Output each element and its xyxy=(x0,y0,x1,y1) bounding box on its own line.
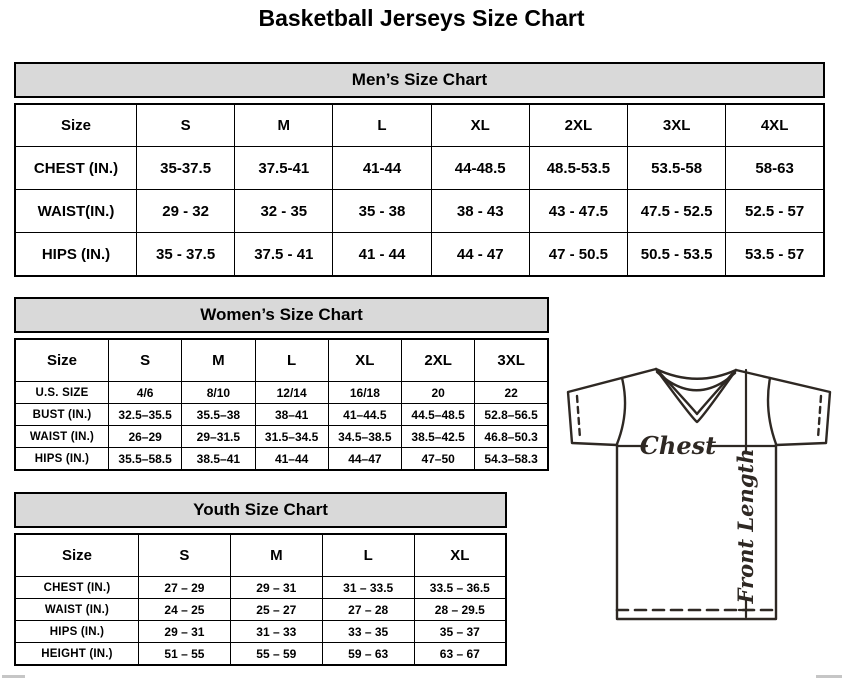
size-value-cell: 41–44 xyxy=(255,448,328,471)
row-label: HEIGHT (IN.) xyxy=(15,643,139,666)
size-value-cell: 24 – 25 xyxy=(139,599,231,621)
size-header-m: M xyxy=(230,534,322,577)
size-value-cell: 50.5 - 53.5 xyxy=(628,233,726,277)
row-label: CHEST (IN.) xyxy=(15,577,139,599)
size-value-cell: 41-44 xyxy=(333,147,431,190)
size-value-cell: 34.5–38.5 xyxy=(328,426,401,448)
row-label: CHEST (IN.) xyxy=(15,147,137,190)
size-header-xl: XL xyxy=(431,104,529,147)
size-value-cell: 31 – 33 xyxy=(230,621,322,643)
row-label: BUST (IN.) xyxy=(15,404,109,426)
row-label: HIPS (IN.) xyxy=(15,621,139,643)
size-value-cell: 27 – 29 xyxy=(139,577,231,599)
table-row xyxy=(15,577,506,599)
size-column-header: Size xyxy=(15,534,139,577)
table-row xyxy=(15,448,548,471)
size-value-cell: 4/6 xyxy=(109,382,182,404)
size-value-cell: 26–29 xyxy=(109,426,182,448)
size-value-cell: 41 - 44 xyxy=(333,233,431,277)
size-header-s: S xyxy=(137,104,235,147)
size-value-cell: 63 – 67 xyxy=(414,643,506,666)
size-header-s: S xyxy=(109,339,182,382)
size-value-cell: 52.8–56.5 xyxy=(475,404,548,426)
womens-chart-title: Women’s Size Chart xyxy=(14,297,549,333)
womens-size-chart-section xyxy=(14,297,549,471)
scrollbar-fragment-left[interactable] xyxy=(2,675,25,678)
size-value-cell: 12/14 xyxy=(255,382,328,404)
table-row xyxy=(15,599,506,621)
jersey-collar xyxy=(656,369,736,379)
table-row xyxy=(15,404,548,426)
size-value-cell: 38.5–42.5 xyxy=(402,426,475,448)
mens-size-chart-section xyxy=(14,62,825,277)
size-value-cell: 29 - 32 xyxy=(137,190,235,233)
size-value-cell: 8/10 xyxy=(182,382,255,404)
sleeve-cuff-dash-right xyxy=(818,396,821,438)
size-header-2xl: 2XL xyxy=(529,104,627,147)
size-value-cell: 35-37.5 xyxy=(137,147,235,190)
header-row xyxy=(15,339,548,382)
size-header-3xl: 3XL xyxy=(628,104,726,147)
size-value-cell: 51 – 55 xyxy=(139,643,231,666)
scrollbar-fragment-right[interactable] xyxy=(816,675,842,678)
row-label: WAIST(IN.) xyxy=(15,190,137,233)
youth-size-chart-section xyxy=(14,492,507,666)
size-value-cell: 29 – 31 xyxy=(230,577,322,599)
size-value-cell: 53.5-58 xyxy=(628,147,726,190)
size-header-m: M xyxy=(235,104,333,147)
youth-size-table xyxy=(14,533,507,666)
table-row xyxy=(15,190,824,233)
size-header-3xl: 3XL xyxy=(475,339,548,382)
size-value-cell: 48.5-53.5 xyxy=(529,147,627,190)
size-value-cell: 16/18 xyxy=(328,382,401,404)
table-row xyxy=(15,426,548,448)
row-label: HIPS (IN.) xyxy=(15,448,109,471)
size-header-s: S xyxy=(139,534,231,577)
size-value-cell: 37.5 - 41 xyxy=(235,233,333,277)
front-length-label: Front Length xyxy=(733,448,758,604)
size-value-cell: 54.3–58.3 xyxy=(475,448,548,471)
size-value-cell: 55 – 59 xyxy=(230,643,322,666)
size-value-cell: 38.5–41 xyxy=(182,448,255,471)
table-row xyxy=(15,621,506,643)
size-value-cell: 29–31.5 xyxy=(182,426,255,448)
size-column-header: Size xyxy=(15,104,137,147)
size-value-cell: 47–50 xyxy=(402,448,475,471)
size-value-cell: 59 – 63 xyxy=(322,643,414,666)
size-header-l: L xyxy=(322,534,414,577)
size-value-cell: 53.5 - 57 xyxy=(726,233,824,277)
size-value-cell: 31.5–34.5 xyxy=(255,426,328,448)
size-value-cell: 31 – 33.5 xyxy=(322,577,414,599)
size-value-cell: 43 - 47.5 xyxy=(529,190,627,233)
size-value-cell: 38–41 xyxy=(255,404,328,426)
size-header-4xl: 4XL xyxy=(726,104,824,147)
size-value-cell: 38 - 43 xyxy=(431,190,529,233)
table-row xyxy=(15,233,824,277)
row-label: HIPS (IN.) xyxy=(15,233,137,277)
mens-size-table xyxy=(14,103,825,277)
size-value-cell: 44 - 47 xyxy=(431,233,529,277)
size-value-cell: 44–47 xyxy=(328,448,401,471)
size-value-cell: 35.5–58.5 xyxy=(109,448,182,471)
size-value-cell: 35.5–38 xyxy=(182,404,255,426)
size-value-cell: 32.5–35.5 xyxy=(109,404,182,426)
size-value-cell: 37.5-41 xyxy=(235,147,333,190)
youth-chart-title: Youth Size Chart xyxy=(14,492,507,528)
size-value-cell: 29 – 31 xyxy=(139,621,231,643)
size-column-header: Size xyxy=(15,339,109,382)
mens-chart-title: Men’s Size Chart xyxy=(14,62,825,98)
size-value-cell: 35 – 37 xyxy=(414,621,506,643)
size-value-cell: 35 - 38 xyxy=(333,190,431,233)
row-label: U.S. SIZE xyxy=(15,382,109,404)
size-header-xl: XL xyxy=(328,339,401,382)
size-header-l: L xyxy=(333,104,431,147)
size-value-cell: 27 – 28 xyxy=(322,599,414,621)
size-value-cell: 47.5 - 52.5 xyxy=(628,190,726,233)
sleeve-cuff-dash-left xyxy=(577,396,580,438)
size-value-cell: 44-48.5 xyxy=(431,147,529,190)
size-header-m: M xyxy=(182,339,255,382)
size-value-cell: 22 xyxy=(475,382,548,404)
table-row xyxy=(15,382,548,404)
size-value-cell: 52.5 - 57 xyxy=(726,190,824,233)
size-value-cell: 35 - 37.5 xyxy=(137,233,235,277)
size-value-cell: 28 – 29.5 xyxy=(414,599,506,621)
size-value-cell: 20 xyxy=(402,382,475,404)
page-title: Basketball Jerseys Size Chart xyxy=(258,5,585,31)
size-header-xl: XL xyxy=(414,534,506,577)
size-value-cell: 44.5–48.5 xyxy=(402,404,475,426)
size-value-cell: 25 – 27 xyxy=(230,599,322,621)
chest-label: Chest xyxy=(639,431,717,460)
row-label: WAIST (IN.) xyxy=(15,599,139,621)
size-value-cell: 33 – 35 xyxy=(322,621,414,643)
header-row xyxy=(15,534,506,577)
size-value-cell: 46.8–50.3 xyxy=(475,426,548,448)
size-value-cell: 47 - 50.5 xyxy=(529,233,627,277)
size-value-cell: 32 - 35 xyxy=(235,190,333,233)
size-value-cell: 33.5 – 36.5 xyxy=(414,577,506,599)
size-header-l: L xyxy=(255,339,328,382)
header-row xyxy=(15,104,824,147)
row-label: WAIST (IN.) xyxy=(15,426,109,448)
table-row xyxy=(15,643,506,666)
size-header-2xl: 2XL xyxy=(402,339,475,382)
table-row xyxy=(15,147,824,190)
size-value-cell: 58-63 xyxy=(726,147,824,190)
womens-size-table xyxy=(14,338,549,471)
jersey-measurement-diagram xyxy=(556,356,842,628)
size-value-cell: 41–44.5 xyxy=(328,404,401,426)
